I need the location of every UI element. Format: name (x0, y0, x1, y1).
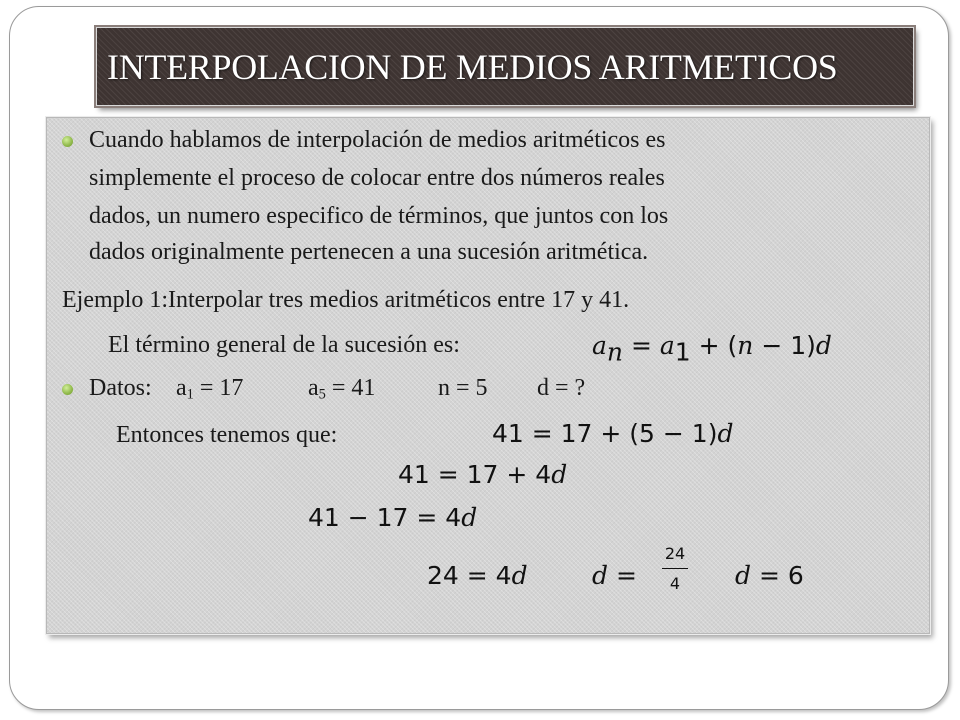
formula-sub-n: n (606, 337, 624, 367)
formula-d: d (815, 331, 832, 360)
formula-a1: a (659, 331, 675, 360)
general-term-label: El término general de la sucesión es: (108, 332, 460, 358)
paragraph-line-4: dados originalmente pertenecen a una sucesión aritmética. (89, 239, 649, 265)
formula-minus-one: − 1) (753, 331, 816, 360)
equation-3: 41 − 17 = 4d (308, 503, 478, 532)
datos-a1 (176, 373, 243, 404)
equation-5: d = (592, 561, 637, 590)
paragraph-line-2: simplemente el proceso de colocar entre dos números reales (89, 165, 665, 191)
fraction-24-over-4 (662, 544, 688, 593)
formula-sub-1: 1 (674, 337, 691, 367)
title-banner (96, 27, 914, 106)
general-term-formula (592, 330, 832, 367)
datos-a5 (308, 373, 375, 404)
datos-a1-sub: 1 (186, 386, 194, 403)
fraction-denominator: 4 (669, 574, 681, 593)
formula-a: a (592, 331, 607, 360)
datos-a5-sub: 5 (318, 386, 326, 403)
formula-equals: = (623, 331, 660, 360)
datos-a5-val: = 41 (325, 375, 376, 401)
datos-a1-var: a (176, 375, 187, 401)
bullet-icon (62, 136, 73, 147)
equation-6: d = 6 (735, 561, 804, 590)
bullet-icon (62, 384, 73, 395)
equation-2: 41 = 17 + 4d (398, 460, 568, 489)
fraction-bar (662, 568, 688, 569)
datos-a1-val: = 17 (193, 375, 244, 401)
equation-1: 41 = 17 + (5 − 1)d (492, 419, 734, 448)
steps-label: Entonces tenemos que: (116, 422, 338, 448)
formula-n: n (737, 331, 754, 360)
slide-title: INTERPOLACION DE MEDIOS ARITMETICOS (107, 47, 838, 87)
fraction-numerator: 24 (664, 544, 686, 563)
example-line: Ejemplo 1:Interpolar tres medios aritméticos entre 17 y 41. (62, 287, 630, 313)
datos-a5-var: a (308, 375, 319, 401)
formula-plus: + ( (690, 331, 738, 360)
datos-d: d = ? (537, 375, 586, 401)
paragraph-line-3: dados, un numero especifico de términos, que juntos con los (89, 203, 669, 229)
datos-n: n = 5 (438, 375, 488, 401)
paragraph-line-1: Cuando hablamos de interpolación de medios aritméticos es (89, 127, 666, 153)
datos-label: Datos: (89, 375, 152, 401)
equation-4: 24 = 4d (427, 561, 528, 590)
